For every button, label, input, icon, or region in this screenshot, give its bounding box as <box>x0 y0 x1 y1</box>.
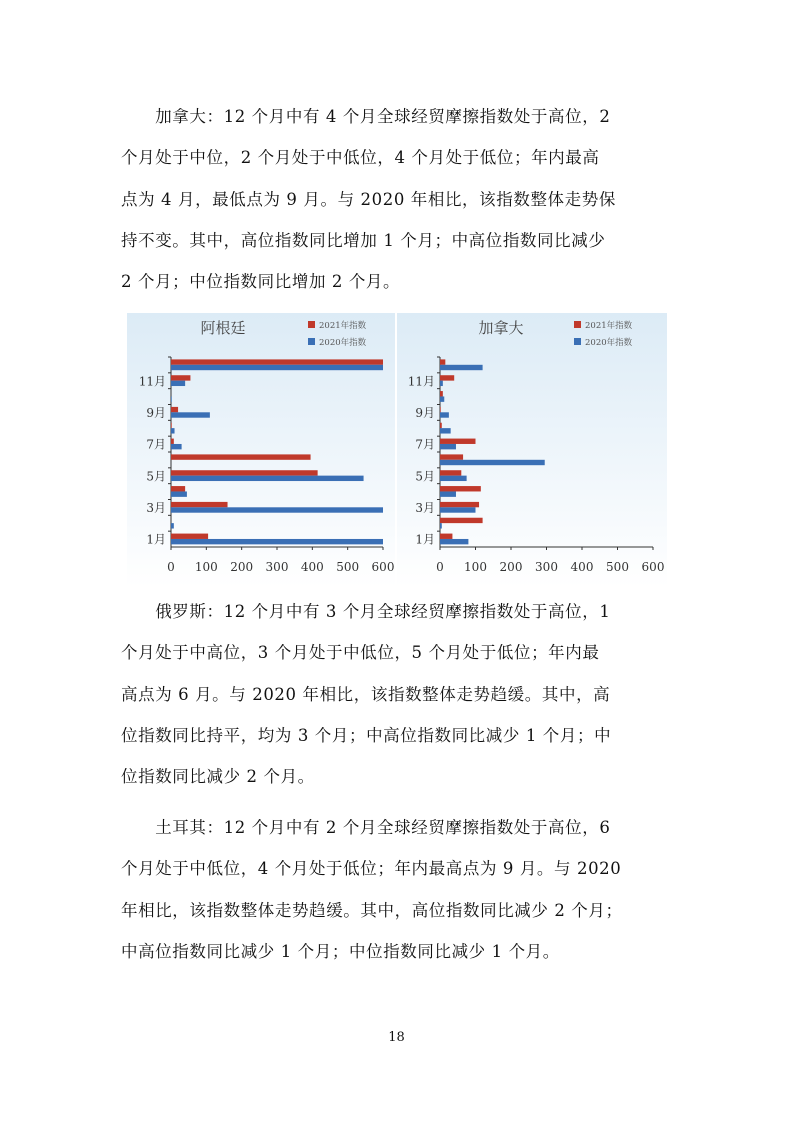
y-tick-label: 1月 <box>146 532 166 547</box>
bar-2021 <box>440 423 442 428</box>
y-tick-label: 1月 <box>415 532 435 547</box>
paragraph-line: 俄罗斯：12 个月中有 3 个月全球经贸摩擦指数处于高位，1 <box>121 602 611 621</box>
bar-2020 <box>440 476 467 481</box>
bar-2021 <box>171 375 190 380</box>
bar-2021 <box>171 534 208 539</box>
x-tick-label: 0 <box>167 560 175 574</box>
y-tick-label: 5月 <box>415 469 435 484</box>
bar-2021 <box>171 407 178 412</box>
y-tick-label: 7月 <box>146 437 166 452</box>
page-number: 18 <box>388 1030 405 1045</box>
bar-2021 <box>440 502 479 507</box>
y-tick-label: 3月 <box>415 500 435 515</box>
bar-2020 <box>171 412 210 417</box>
y-tick-label: 9月 <box>415 405 435 420</box>
bar-2020 <box>171 428 175 433</box>
x-tick-label: 400 <box>570 560 594 574</box>
bar-2021 <box>171 423 172 428</box>
bar-2021 <box>440 439 476 444</box>
bar-2020 <box>440 412 449 417</box>
legend-swatch-2021 <box>574 321 581 328</box>
bar-2020 <box>440 396 444 401</box>
legend-swatch-2021 <box>308 321 315 328</box>
bar-2021 <box>440 359 445 364</box>
y-tick-label: 9月 <box>146 405 166 420</box>
bar-2020 <box>171 396 172 401</box>
paragraph-line: 位指数同比减少 2 个月。 <box>121 767 315 787</box>
bar-2021 <box>440 454 463 459</box>
bar-2021 <box>440 375 454 380</box>
legend-swatch-2020 <box>574 338 581 345</box>
bar-2020 <box>440 428 451 433</box>
bar-2021 <box>171 470 318 475</box>
bar-2020 <box>440 539 468 544</box>
bar-2020 <box>171 507 383 512</box>
bar-2020 <box>171 381 185 386</box>
bar-2021 <box>171 486 185 491</box>
bar-2021 <box>171 502 228 507</box>
bar-2021 <box>440 486 481 491</box>
bar-2021 <box>171 439 174 444</box>
chart-title: 阿根廷 <box>200 319 246 337</box>
bar-2020 <box>171 444 182 449</box>
chart-svg <box>127 313 667 587</box>
legend-label: 2020年指数 <box>319 338 367 348</box>
bar-2020 <box>171 365 383 370</box>
bar-2020 <box>440 507 476 512</box>
y-tick-label: 7月 <box>415 437 435 452</box>
bar-2020 <box>440 365 483 370</box>
paragraph-line: 加拿大：12 个月中有 4 个月全球经贸摩擦指数处于高位，2 <box>121 107 611 126</box>
paragraph-turkey <box>121 807 673 972</box>
x-tick-label: 300 <box>535 560 558 574</box>
bar-2020 <box>171 476 364 481</box>
paragraph-line: 持不变。其中，高位指数同比增加 1 个月；中高位指数同比减少 <box>121 230 606 250</box>
paragraph-line: 个月处于中高位，3 个月处于中低位，5 个月处于低位；年内最 <box>121 643 600 663</box>
y-tick-label: 5月 <box>146 469 166 484</box>
bar-2021 <box>171 454 311 459</box>
chart-figure <box>127 313 667 587</box>
bar-2020 <box>440 460 545 465</box>
x-tick-label: 600 <box>641 560 665 574</box>
bar-2021 <box>440 534 452 539</box>
bar-2020 <box>440 491 456 496</box>
x-tick-label: 500 <box>606 560 629 574</box>
bar-2021 <box>440 407 441 412</box>
y-tick-label: 11月 <box>407 374 435 389</box>
paragraph-line: 土耳其：12 个月中有 2 个月全球经贸摩擦指数处于高位，6 <box>121 818 611 837</box>
x-tick-label: 0 <box>436 560 444 574</box>
y-tick-label: 11月 <box>138 374 166 389</box>
paragraph-russia <box>121 591 673 797</box>
bar-2020 <box>440 444 456 449</box>
paragraph-line: 年相比，该指数整体走势趋缓。其中，高位指数同比减少 2 个月； <box>121 900 623 920</box>
paragraph-line: 个月处于中低位，4 个月处于低位；年内最高点为 9 月。与 2020 <box>121 859 622 879</box>
bar-2020 <box>440 381 443 386</box>
x-tick-label: 100 <box>464 560 487 574</box>
legend-label: 2021年指数 <box>319 321 367 331</box>
x-tick-label: 300 <box>265 560 289 574</box>
paragraph-line: 点为 4 月，最低点为 9 月。与 2020 年相比，该指数整体走势保 <box>121 189 616 209</box>
paragraph-line: 位指数同比持平，均为 3 个月；中高位指数同比减少 1 个月；中 <box>121 725 612 745</box>
x-tick-label: 500 <box>336 560 360 574</box>
legend-swatch-2020 <box>308 338 315 345</box>
bar-2020 <box>440 523 442 528</box>
x-tick-label: 200 <box>499 560 523 574</box>
bar-2021 <box>171 359 383 364</box>
legend-label: 2020年指数 <box>585 338 633 348</box>
chart-title: 加拿大 <box>478 319 524 337</box>
x-tick-label: 100 <box>194 560 218 574</box>
bar-2020 <box>171 539 383 544</box>
paragraph-line: 高点为 6 月。与 2020 年相比，该指数整体走势趋缓。其中，高 <box>121 684 611 704</box>
bar-2021 <box>440 391 443 396</box>
paragraph-line: 个月处于中位，2 个月处于中低位，4 个月处于低位；年内最高 <box>121 148 600 168</box>
bar-2020 <box>171 523 174 528</box>
paragraph-canada <box>121 96 673 302</box>
paragraph-line: 2 个月；中位指数同比增加 2 个月。 <box>121 272 401 292</box>
bar-2021 <box>440 470 461 475</box>
paragraph-line: 中高位指数同比减少 1 个月；中位指数同比减少 1 个月。 <box>121 941 560 961</box>
bar-2020 <box>171 491 187 496</box>
y-tick-label: 3月 <box>146 500 166 515</box>
x-tick-label: 400 <box>300 560 324 574</box>
x-tick-label: 600 <box>371 560 395 574</box>
bar-2021 <box>440 518 483 523</box>
legend-label: 2021年指数 <box>585 321 633 331</box>
x-tick-label: 200 <box>230 560 254 574</box>
